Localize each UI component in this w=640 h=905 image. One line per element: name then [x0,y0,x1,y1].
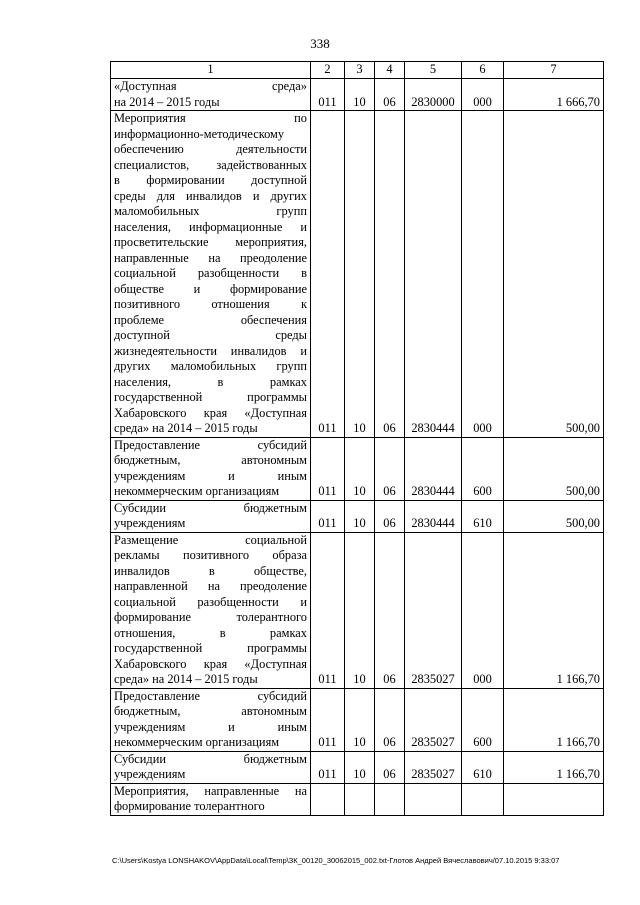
target-item-code: 2830444 [405,500,462,532]
expense-item-name-line: информационно-методическому [114,126,285,141]
section-code: 10 [345,751,375,783]
amount: 1 166,70 [504,532,604,688]
ministry-code: 011 [311,751,345,783]
ministry-code: 011 [311,688,345,751]
table-row [111,688,604,751]
table-row [111,783,604,815]
table-row [111,500,604,532]
target-item-code: 2830000 [405,79,462,111]
expense-item-name-line: Хабаровского края «Доступная [114,405,307,420]
table-row [111,437,604,500]
expense-item-name-line: государственной программы [114,390,307,404]
ministry-code: 011 [311,111,345,438]
expense-item-name-line: обеспечению деятельности [114,142,307,156]
expense-item-name-line: позитивного отношения к [114,297,307,311]
subsection-code: 06 [375,532,405,688]
expense-item-name [111,500,311,532]
amount: 1 166,70 [504,688,604,751]
expense-type-code: 610 [462,500,504,532]
subsection-code: 06 [375,751,405,783]
target-item-code: 2835027 [405,688,462,751]
expense-item-name-line: направленной на преодоление [114,579,307,593]
expense-item-name-line: проблеме обеспечения [114,312,307,327]
expense-item-name-line: «Доступная среда» [114,79,307,93]
expense-item-name-line: обществе и формирование [114,281,307,296]
expense-item-name-line: Предоставление субсидий [114,688,307,703]
expense-type-code: 000 [462,79,504,111]
subsection-code: 06 [375,437,405,500]
expense-type-code: 600 [462,688,504,751]
amount [504,783,604,815]
column-header: 7 [504,62,604,79]
expense-item-name-line: доступной среды [114,328,307,342]
ministry-code: 011 [311,437,345,500]
expense-item-name-line: Мероприятия по [114,111,307,125]
expense-item-name-line: среда» на 2014 – 2015 годы [114,421,258,435]
expense-item-name-line: социальной разобщенности и [114,594,307,609]
subsection-code [375,783,405,815]
target-item-code: 2835027 [405,751,462,783]
expense-item-name-line: бюджетным, автономным [114,453,307,467]
section-code: 10 [345,688,375,751]
expense-item-name-line: Хабаровского края «Доступная [114,656,307,671]
section-code [345,783,375,815]
amount: 500,00 [504,500,604,532]
expense-item-name-line: социальной разобщенности в [114,266,307,280]
page-number: 338 [310,36,330,51]
expense-item-name-line: учреждениям [114,767,186,781]
expense-item-name [111,532,311,688]
expense-item-name [111,437,311,500]
expense-item-name-line: других маломобильных групп [114,359,307,373]
table-row [111,751,604,783]
table-row [111,79,604,111]
expense-type-code: 000 [462,532,504,688]
expense-item-name-line: среда» на 2014 – 2015 годы [114,672,258,686]
expense-item-name-line: учреждениям и иным [114,719,307,734]
expense-item-name [111,111,311,438]
section-code: 10 [345,79,375,111]
section-code: 10 [345,111,375,438]
target-item-code [405,783,462,815]
section-code: 10 [345,532,375,688]
expense-item-name-line: Субсидии бюджетным [114,500,307,515]
expense-item-name-line: инвалидов в обществе, [114,563,307,578]
expense-item-name-line: населения, в рамках [114,374,307,389]
expense-item-name-line: бюджетным, автономным [114,704,307,718]
ministry-code: 011 [311,79,345,111]
subsection-code: 06 [375,688,405,751]
expense-item-name-line: Мероприятия, направленные на [114,783,307,798]
expense-type-code: 000 [462,111,504,438]
expense-item-name-line: учреждениям [114,516,186,530]
table-row [111,532,604,688]
ministry-code: 011 [311,532,345,688]
file-path-footer: C:\Users\Kostya LONSHAKOV\AppData\Local\Temp\ЗК_00120_30062015_002.txt-Глотов Андрей Вячеславович/07.10.2015 9:33:07 [112,856,560,865]
expense-item-name-line: государственной программы [114,641,307,655]
ministry-code [311,783,345,815]
expense-item-name-line: направленные на преодоление [114,250,307,265]
expense-item-name-line: среды для инвалидов и других [114,188,307,203]
ministry-code: 011 [311,500,345,532]
expense-item-name [111,688,311,751]
expense-item-name-line: некоммерческим организациям [114,484,280,498]
amount: 1 166,70 [504,751,604,783]
column-header: 5 [405,62,462,79]
expense-item-name-line: Предоставление субсидий [114,437,307,452]
expense-type-code: 610 [462,751,504,783]
expense-item-name-line: Субсидии бюджетным [114,751,307,766]
amount: 500,00 [504,437,604,500]
expense-item-name-line: некоммерческим организациям [114,735,280,749]
expense-item-name-line: в формировании доступной [114,173,307,187]
section-code: 10 [345,500,375,532]
expense-type-code: 600 [462,437,504,500]
expense-item-name-line: формирование толерантного [114,799,265,813]
target-item-code: 2835027 [405,532,462,688]
column-header: 3 [345,62,375,79]
expense-item-name-line: учреждениям и иным [114,468,307,483]
column-header: 4 [375,62,405,79]
section-code: 10 [345,437,375,500]
amount: 500,00 [504,111,604,438]
expense-item-name-line: специалистов, задействованных [114,157,307,172]
target-item-code: 2830444 [405,111,462,438]
expense-item-name-line: рекламы позитивного образа [114,548,307,562]
expense-item-name [111,783,311,815]
column-header: 2 [311,62,345,79]
subsection-code: 06 [375,111,405,438]
table-body [111,79,604,816]
expense-type-code [462,783,504,815]
column-header: 1 [111,62,311,79]
expense-item-name [111,751,311,783]
table-row [111,111,604,438]
expense-item-name-line: Размещение социальной [114,532,307,547]
expense-item-name-line: на 2014 – 2015 годы [114,94,220,109]
expense-item-name [111,79,311,111]
table-header-row [111,62,604,79]
subsection-code: 06 [375,500,405,532]
expense-item-name-line: населения, информационные и [114,219,307,234]
amount: 1 666,70 [504,79,604,111]
expense-item-name-line: жизнедеятельности инвалидов и [114,343,307,358]
budget-table [110,61,604,816]
expense-item-name-line: маломобильных групп [114,204,307,218]
target-item-code: 2830444 [405,437,462,500]
column-header: 6 [462,62,504,79]
expense-item-name-line: просветительские мероприятия, [114,235,307,249]
subsection-code: 06 [375,79,405,111]
expense-item-name-line: формирование толерантного [114,610,307,624]
expense-item-name-line: отношения, в рамках [114,625,307,640]
